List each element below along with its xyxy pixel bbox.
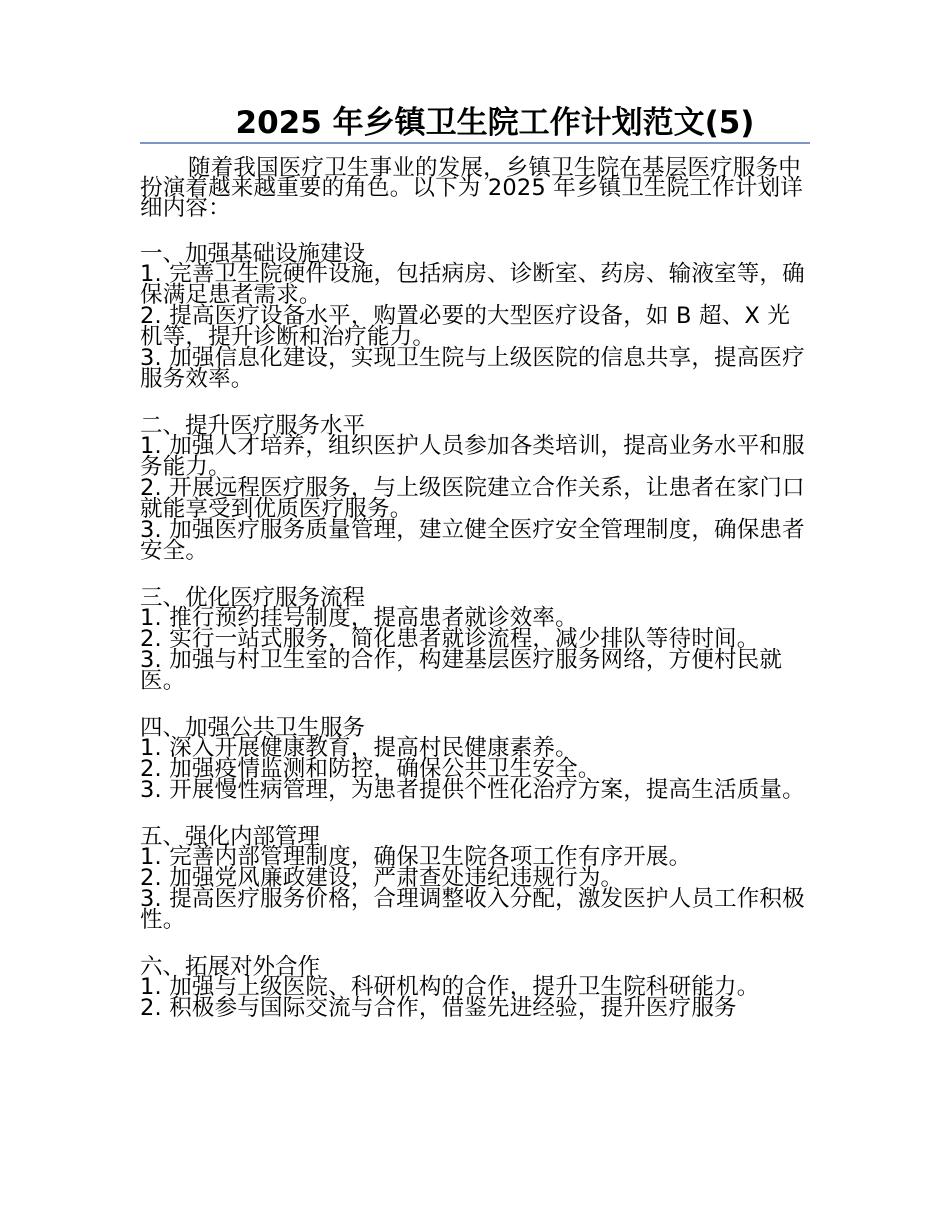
document-page <box>140 100 810 1019</box>
list-item: 2. 实行一站式服务，简化患者就诊流程，减少排队等待时间。 <box>140 626 760 652</box>
list-item: 1. 加强与上级医院、科研机构的合作，提升卫生院科研能力。 <box>140 974 760 1000</box>
list-item: 3. 开展慢性病管理，为患者提供个性化治疗方案，提高生活质量。 <box>140 777 805 803</box>
section-heading: 四、加强公共卫生服务 <box>140 715 366 741</box>
section-heading: 一、加强基础设施建设 <box>140 241 366 267</box>
section-heading: 三、优化医疗服务流程 <box>140 585 366 611</box>
list-item: 3. 加强医疗服务质量管理，建立健全医疗安全管理制度，确保患者安全。 <box>140 517 805 564</box>
list-item: 2. 提高医疗设备水平，购置必要的大型医疗设备，如 B 超、X 光机等，提升诊断和治疗能力。 <box>140 303 791 350</box>
list-item: 2. 加强疫情监测和防控，确保公共卫生安全。 <box>140 756 601 782</box>
section-heading: 二、提升医疗服务水平 <box>140 413 366 439</box>
section-4 <box>140 715 810 803</box>
list-item: 1. 完善内部管理制度，确保卫生院各项工作有序开展。 <box>140 844 692 870</box>
section-1 <box>140 241 810 392</box>
section-2 <box>140 413 810 564</box>
section-6 <box>140 954 810 1021</box>
section-heading: 六、拓展对外合作 <box>140 954 321 980</box>
document-title: 2025 年乡镇卫生院工作计划范文(5) <box>235 105 755 141</box>
section-5 <box>140 824 810 933</box>
list-item: 3. 提高医疗服务价格，合理调整收入分配，激发医护人员工作积极性。 <box>140 886 805 933</box>
list-item: 1. 推行预约挂号制度，提高患者就诊效率。 <box>140 605 578 631</box>
list-item: 1. 完善卫生院硬件设施，包括病房、诊断室、药房、输液室等，确保满足患者需求。 <box>140 261 805 308</box>
section-3 <box>140 585 810 694</box>
section-heading: 五、强化内部管理 <box>140 824 321 850</box>
list-item: 2. 加强党风廉政建设，严肃查处违纪违规行为。 <box>140 865 624 891</box>
list-item: 1. 加强人才培养，组织医护人员参加各类培训，提高业务水平和服务能力。 <box>140 433 805 480</box>
list-item: 2. 积极参与国际交流与合作，借鉴先进经验，提升医疗服务 <box>140 995 737 1021</box>
list-item: 3. 加强信息化建设，实现卫生院与上级医院的信息共享，提高医疗服务效率。 <box>140 345 805 392</box>
intro-paragraph: 随着我国医疗卫生事业的发展，乡镇卫生院在基层医疗服务中扮演着越来越重要的角色。以下为 2025 年乡镇卫生院工作计划详细内容： <box>140 155 803 221</box>
list-item: 2. 开展远程医疗服务，与上级医院建立合作关系，让患者在家门口就能享受到优质医疗服务。 <box>140 475 805 522</box>
list-item: 1. 深入开展健康教育，提高村民健康素养。 <box>140 735 578 761</box>
list-item: 3. 加强与村卫生室的合作，构建基层医疗服务网络，方便村民就医。 <box>140 647 783 694</box>
